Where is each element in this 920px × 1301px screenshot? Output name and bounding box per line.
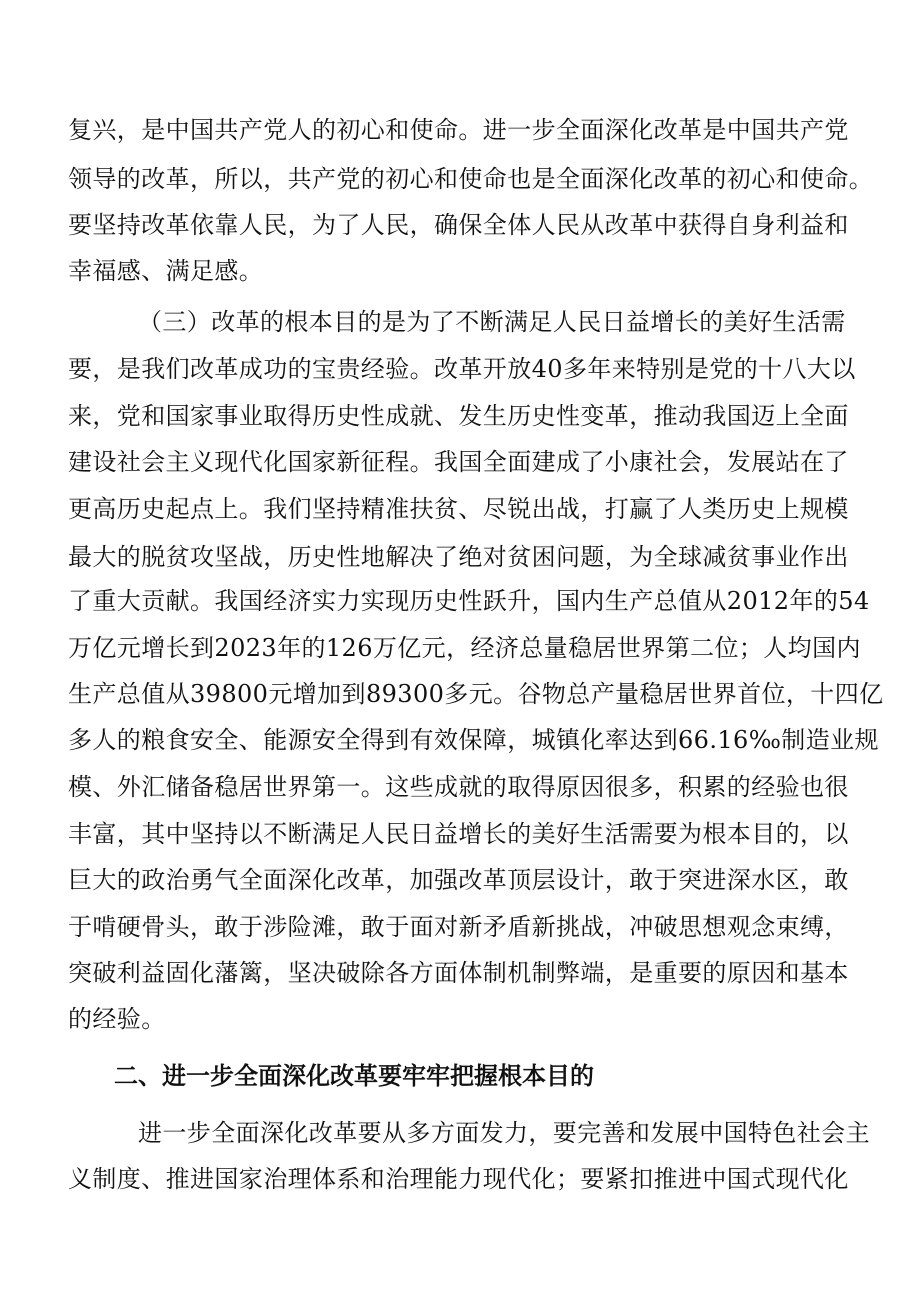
paragraph-line: 丰富，其中坚持以不断满足人民日益增长的美好生活需要为根本目的，以 [68, 820, 849, 848]
paragraph-line: 义制度、推进国家治理体系和治理能力现代化；要紧扣推进中国式现代化 [68, 1165, 849, 1193]
paragraph-line: 突破利益固化藩篱，坚决破除各方面体制机制弊端，是重要的原因和基本 [68, 959, 849, 987]
paragraph-line: 的经验。 [68, 1005, 166, 1033]
paragraph-line: 进一步全面深化改革要从多方面发力，要完善和发展中国特色社会主 [138, 1119, 870, 1147]
paragraph-line: 复兴，是中国共产党人的初心和使命。进一步全面深化改革是中国共产党 [68, 116, 849, 144]
paragraph-line: 多人的粮食安全、能源安全得到有效保障，城镇化率达到66.16‰制造业规 [68, 726, 879, 754]
paragraph-line: 万亿元增长到2023年的126万亿元，经济总量稳居世界第二位；人均国内 [68, 634, 861, 662]
paragraph-line: 最大的脱贫攻坚战，历史性地解决了绝对贫困问题，为全球减贫事业作出 [68, 543, 849, 571]
paragraph-line: 要坚持改革依靠人民，为了人民，确保全体人民从改革中获得自身利益和 [68, 211, 849, 239]
section-heading: 二、进一步全面深化改革要牢牢把握根本目的 [114, 1062, 594, 1090]
paragraph-line: 要，是我们改革成功的宝贵经验。改革开放40多年来特别是党的十八大以 [68, 355, 856, 383]
paragraph-line: 于啃硬骨头，敢于涉险滩，敢于面对新矛盾新挑战，冲破思想观念束缚， [68, 913, 849, 941]
paragraph-line: 生产总值从39800元增加到89300多元。谷物总产量稳居世界首位，十四亿 [68, 680, 884, 708]
paragraph-line: 更高历史起点上。我们坚持精准扶贫、尽锐出战，打赢了人类历史上规模 [68, 495, 849, 523]
paragraph-line: 建设社会主义现代化国家新征程。我国全面建成了小康社会，发展站在了 [68, 448, 849, 476]
paragraph-line: （三）改革的根本目的是为了不断满足人民日益增长的美好生活需 [138, 308, 846, 336]
paragraph-line: 了重大贡献。我国经济实力实现历史性跃升，国内生产总值从2012年的54 [68, 587, 870, 615]
paragraph-line: 领导的改革，所以，共产党的初心和使命也是全面深化改革的初心和使命。 [68, 165, 874, 193]
paragraph-line: 模、外汇储备稳居世界第一。这些成就的取得原因很多，积累的经验也很 [68, 773, 849, 801]
paragraph-line: 幸福感、满足感。 [68, 257, 264, 285]
paragraph-line: 巨大的政治勇气全面深化改革，加强改革顶层设计，敢于突进深水区，敢 [68, 866, 849, 894]
paragraph-line: 来，党和国家事业取得历史性成就、发生历史性变革，推动我国迈上全面 [68, 402, 849, 430]
